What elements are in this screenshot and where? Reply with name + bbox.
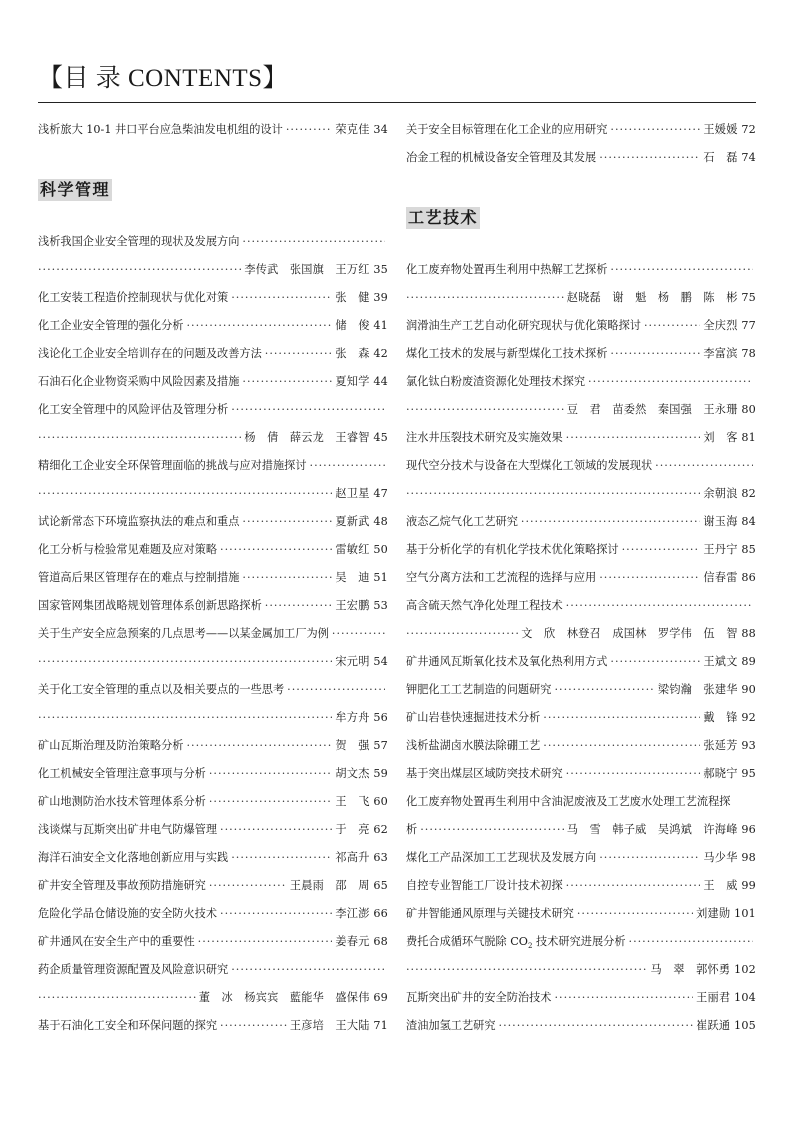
toc-entry[interactable]: 钾肥化工工艺制造的问题研究 ····· 梁钧瀚 张建华 90 bbox=[406, 681, 756, 699]
toc-entry[interactable] bbox=[38, 121, 388, 139]
toc-entry[interactable]: 国家管网集团战略规划管理体系创新思路探析 ····· 王宏鹏 53 bbox=[38, 597, 388, 615]
toc-entry[interactable]: 煤化工技术的发展与新型煤化工技术探析 ····· 李富滨 78 bbox=[406, 345, 756, 363]
toc-title: 【目 录 CONTENTS】 bbox=[38, 65, 289, 92]
toc-entry[interactable]: 关于化工安全管理的重点以及相关要点的一些思考 ····· bbox=[38, 681, 388, 699]
toc-entry[interactable]: 润滑油生产工艺自动化研究现状与优化策略探讨 ····· 全庆烈 77 bbox=[406, 317, 756, 335]
toc-entry-continuation[interactable]: ····· 余朝浪 82 bbox=[406, 485, 756, 503]
entry-title: 浅析旅大 10-1 井口平台应急柴油发电机组的设计 bbox=[38, 123, 283, 136]
toc-entry[interactable]: 现代空分技术与设备在大型煤化工领域的发展现状 ····· bbox=[406, 457, 756, 475]
toc-entry[interactable]: 化工机械安全管理注意事项与分析 ····· 胡文杰 59 bbox=[38, 765, 388, 783]
toc-entry[interactable]: 基于突出煤层区域防突技术研究 ····· 郝晓宁 95 bbox=[406, 765, 756, 783]
toc-entry[interactable]: 精细化工企业安全环保管理面临的挑战与应对措施探讨 ····· bbox=[38, 457, 388, 475]
header-divider bbox=[38, 102, 756, 103]
toc-entry[interactable]: 氯化钛白粉废渣资源化处理技术探究 ····· bbox=[406, 373, 756, 391]
toc-entry[interactable]: 矿山瓦斯治理及防治策略分析 ····· 贺 强 57 bbox=[38, 737, 388, 755]
toc-entry[interactable]: 注水井压裂技术研究及实施效果 ····· 刘 客 81 bbox=[406, 429, 756, 447]
toc-entry[interactable]: 管道高后果区管理存在的难点与控制措施 ····· 吴 迪 51 bbox=[38, 569, 388, 587]
toc-entry[interactable]: 液态乙烷气化工艺研究 ····· 谢玉海 84 bbox=[406, 513, 756, 531]
toc-entry[interactable]: 石油石化企业物资采购中风险因素及措施 ····· 夏知学 44 bbox=[38, 373, 388, 391]
toc-entry[interactable]: 基于分析化学的有机化学技术优化策略探讨 ····· 王丹宁 85 bbox=[406, 541, 756, 559]
toc-entry[interactable]: 煤化工产品深加工工艺现状及发展方向 ····· 马少华 98 bbox=[406, 849, 756, 867]
toc-entry-continuation[interactable]: ····· 豆 君 苗委然 秦国强 王永珊 80 bbox=[406, 401, 756, 419]
toc-entry[interactable]: 关于生产安全应急预案的几点思考——以某金属加工厂为例 ····· bbox=[38, 625, 388, 643]
toc-entry[interactable]: 渣油加氢工艺研究 ····· 崔跃通 105 bbox=[406, 1017, 756, 1035]
toc-entry[interactable]: 冶金工程的机械设备安全管理及其发展 ····· 石 磊 74 bbox=[406, 149, 756, 167]
toc-entry-continuation[interactable]: ····· 赵晓磊 谢 魁 杨 鹏 陈 彬 75 bbox=[406, 289, 756, 307]
toc-entry[interactable]: 矿井通风在安全生产中的重要性 ····· 姜春元 68 bbox=[38, 933, 388, 951]
toc-entry[interactable]: 危险化学品仓储设施的安全防火技术 ····· 李江澎 66 bbox=[38, 905, 388, 923]
section-heading-process: 工艺技术 bbox=[408, 208, 479, 227]
toc-entry-continuation[interactable]: ····· 文 欣 林登召 成国林 罗学伟 伍 智 88 bbox=[406, 625, 756, 643]
toc-entry[interactable] bbox=[38, 233, 388, 251]
toc-entry[interactable]: 高含硫天然气净化处理工程技术 ····· bbox=[406, 597, 756, 615]
toc-entry[interactable]: 矿山地测防治水技术管理体系分析 ····· 王 飞 60 bbox=[38, 793, 388, 811]
toc-entry[interactable]: 瓦斯突出矿井的安全防治技术 ····· 王丽君 104 bbox=[406, 989, 756, 1007]
toc-header bbox=[38, 62, 756, 96]
toc-entry-continuation[interactable]: ····· 杨 倩 薛云龙 王睿智 45 bbox=[38, 429, 388, 447]
toc-entry[interactable]: 矿井通风瓦斯氧化技术及氧化热利用方式 ····· 王斌文 89 bbox=[406, 653, 756, 671]
toc-entry[interactable]: 基于石油化工安全和环保问题的探究 ····· 王彦培 王大陆 71 bbox=[38, 1017, 388, 1035]
toc-entry[interactable]: 矿山岩巷快速掘进技术分析 ····· 戴 锋 92 bbox=[406, 709, 756, 727]
toc-entry[interactable]: 海洋石油安全文化落地创新应用与实践 ····· 祁高升 63 bbox=[38, 849, 388, 867]
toc-entry[interactable]: 空气分离方法和工艺流程的选择与应用 ····· 信春雷 86 bbox=[406, 569, 756, 587]
toc-entry[interactable]: 关于安全目标管理在化工企业的应用研究 ····· 王媛媛 72 bbox=[406, 121, 756, 139]
toc-entry[interactable]: 化工企业安全管理的强化分析 ····· 储 俊 41 bbox=[38, 317, 388, 335]
toc-entry-continuation[interactable]: 析 ····· 马 雪 韩子威 吴鸿斌 许海峰 96 bbox=[406, 821, 756, 839]
section-heading-management: 科学管理 bbox=[40, 180, 111, 199]
toc-entry[interactable]: 药企质量管理资源配置及风险意识研究 ····· bbox=[38, 961, 388, 979]
entry-title: 费托合成循环气脱除 $CO_2$ 技术研究进展分析 bbox=[406, 935, 626, 951]
toc-entry-continuation[interactable]: ····· 董 冰 杨宾宾 藍能华 盛保伟 69 bbox=[38, 989, 388, 1007]
toc-entry[interactable]: 浅析盐湖卤水膜法除硼工艺 ····· 张延芳 93 bbox=[406, 737, 756, 755]
toc-entry-continuation[interactable]: ····· 宋元明 54 bbox=[38, 653, 388, 671]
entry-title: 浅析我国企业安全管理的现状及发展方向 bbox=[38, 235, 240, 248]
toc-entry-continuation[interactable]: ····· 李传武 张国旗 王万红 35 bbox=[38, 261, 388, 279]
toc-entry[interactable]: 化工废弃物处置再生利用中热解工艺探析 ····· bbox=[406, 261, 756, 279]
entry-author-page: 荣克佳 34 bbox=[335, 123, 388, 136]
toc-entry[interactable]: 矿井智能通风原理与关键技术研究 ····· 刘建勋 101 bbox=[406, 905, 756, 923]
toc-entry[interactable]: 化工废弃物处置再生利用中含油泥废液及工艺废水处理工艺流程探 bbox=[406, 795, 731, 808]
toc-entry[interactable]: 矿井安全管理及事故预防措施研究 ····· 王晨雨 邵 周 65 bbox=[38, 877, 388, 895]
leader-dots bbox=[286, 121, 333, 139]
toc-entry-continuation[interactable]: ····· 赵卫星 47 bbox=[38, 485, 388, 503]
toc-entry[interactable]: 浅谈煤与瓦斯突出矿井电气防爆管理 ····· 于 亮 62 bbox=[38, 821, 388, 839]
toc-entry-continuation[interactable]: ····· 牟方舟 56 bbox=[38, 709, 388, 727]
toc-entry[interactable]: 自控专业智能工厂设计技术初探 ····· 王 威 99 bbox=[406, 877, 756, 895]
toc-entry[interactable]: 试论新常态下环境监察执法的难点和重点 ····· 夏新武 48 bbox=[38, 513, 388, 531]
toc-entry[interactable]: 化工安装工程造价控制现状与优化对策 ····· 张 健 39 bbox=[38, 289, 388, 307]
toc-entry[interactable]: 化工安全管理中的风险评估及管理分析 ····· bbox=[38, 401, 388, 419]
toc-entry[interactable]: 化工分析与检验常见难题及应对策略 ····· 雷敏红 50 bbox=[38, 541, 388, 559]
toc-entry[interactable]: 浅论化工企业安全培训存在的问题及改善方法 ····· 张 森 42 bbox=[38, 345, 388, 363]
toc-entry-continuation[interactable]: ····· 马 翠 郭怀勇 102 bbox=[406, 961, 756, 979]
toc-entry[interactable] bbox=[406, 933, 756, 951]
